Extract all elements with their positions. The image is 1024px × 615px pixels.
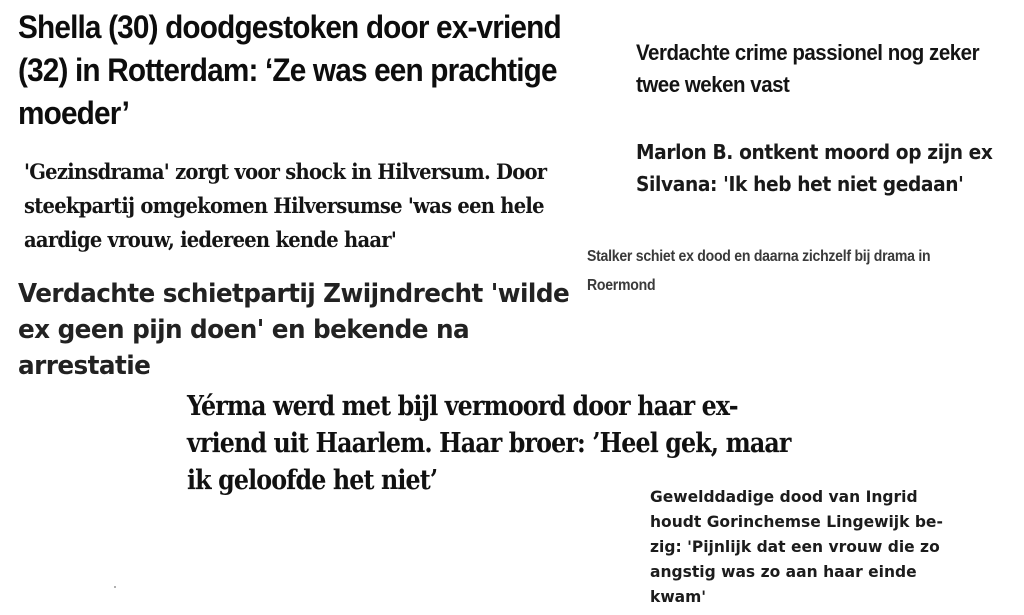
headline-shella-rotterdam[interactable]: Shella (30) doodgestoken door ex-vriend (32) in Rotterdam: ‘Ze was een prachtige moeder’ — [18, 9, 561, 131]
headline-marlon-silvana[interactable]: Marlon B. ontkent moord op zijn ex Silvana: 'Ik heb het niet gedaan' — [636, 140, 993, 196]
headline-yerma-haarlem[interactable]: Yérma werd met bijl vermoord door haar ex-vriend uit Haarlem. Haar broer: ’Heel gek, maar ik geloofde het niet’ — [187, 391, 791, 496]
headline-gezinsdrama-hilversum[interactable]: 'Gezinsdrama' zorgt voor shock in Hilversum. Door steekpartij omgekomen Hilversumse 'was een hele aardige vrouw, iedereen kende haar' — [24, 159, 547, 252]
artifact-speck — [114, 586, 116, 588]
headline-stalker-roermond[interactable]: Stalker schiet ex dood en daarna zichzelf bij drama in Roermond — [587, 248, 931, 294]
headline-crime-passionel[interactable]: Verdachte crime passionel nog zeker twee weken vast — [636, 40, 980, 97]
headline-schietpartij-zwijndrecht[interactable]: Verdachte schietpartij Zwijndrecht 'wilde ex geen pijn doen' en bekende na arrestatie — [18, 279, 570, 381]
headline-ingrid-gorinchem[interactable]: Gewelddadige dood van Ingrid houdt Gorinchemse Lingewijk be-zig: 'Pijnlijk dat een vrouw die zo angstig was zo aan haar einde kwam' — [650, 487, 943, 606]
